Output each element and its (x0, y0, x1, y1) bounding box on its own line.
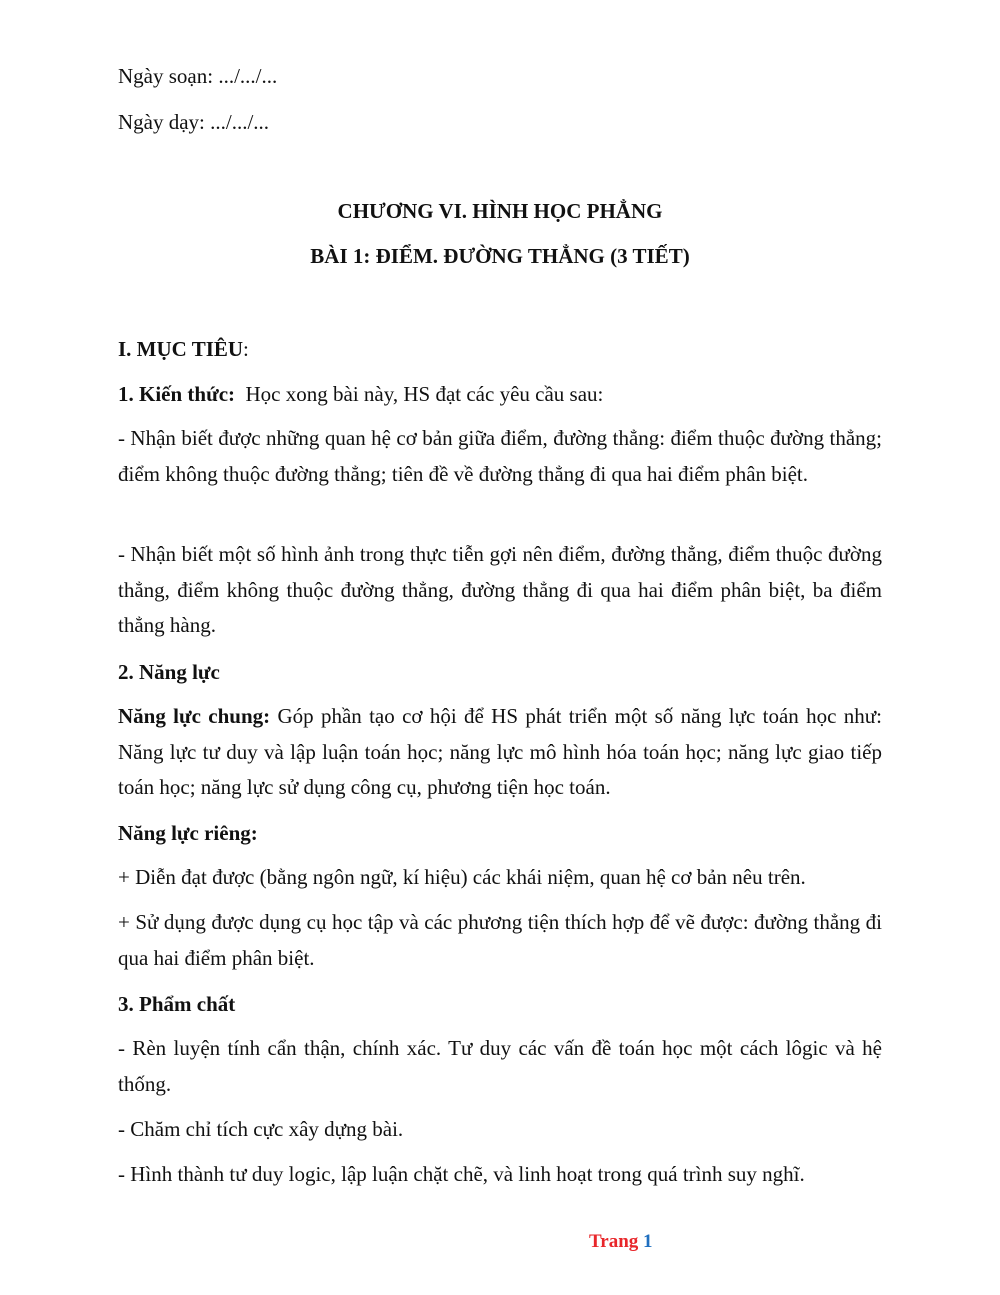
page-footer (589, 1228, 653, 1256)
page-label: Trang (589, 1231, 639, 1252)
competence-heading-text: 2. Năng lực (118, 660, 220, 684)
knowledge-line (118, 376, 603, 412)
lesson-title: BÀI 1: ĐIỂM. ĐƯỜNG THẲNG (3 TIẾT) (310, 244, 690, 268)
general-competence (118, 699, 882, 806)
qualities-item-2: - Chăm chỉ tích cực xây dựng bài. (118, 1117, 404, 1141)
specific-competence-item-2: + Sử dụng được dụng cụ học tập và các phương tiện thích hợp để vẽ được: đường thẳng đi qua hai điểm phân biệt. (118, 910, 882, 970)
knowledge-intro: Học xong bài này, HS đạt các yêu cầu sau: (235, 382, 604, 406)
qualities-item-1: - Rèn luyện tính cẩn thận, chính xác. Tư duy các vấn đề toán học một cách lôgic và hệ thống. (118, 1036, 882, 1096)
chapter-title: CHƯƠNG VI. HÌNH HỌC PHẲNG (337, 199, 663, 223)
date-taught: Ngày dạy: .../.../... (118, 110, 270, 134)
knowledge-label: 1. Kiến thức: (118, 382, 236, 406)
competence-heading (118, 654, 220, 690)
knowledge-item-1: - Nhận biết được những quan hệ cơ bản giữa điểm, đường thẳng: điểm thuộc đường thẳng; điểm không thuộc đường thẳng; tiên đề về đường thẳng đi qua hai điểm phân biệt. (118, 426, 882, 486)
objectives-heading-text: I. MỤC TIÊU (118, 337, 244, 361)
general-competence-text: Góp phần tạo cơ hội để HS phát triển một số năng lực toán học như: Năng lực tư duy và lập luận toán học; năng lực mô hình hóa toán học; năng lực giao tiếp toán học; năng lực sử dụng công cụ, phương tiện học toán. (118, 704, 882, 799)
objectives-heading-colon: : (243, 337, 249, 361)
qualities-heading-text: 3. Phẩm chất (118, 992, 236, 1016)
specific-competence-label: Năng lực riêng: (118, 821, 258, 845)
knowledge-item-2: - Nhận biết một số hình ảnh trong thực tiễn gợi nên điểm, đường thẳng, điểm thuộc đường thẳng, điểm không thuộc đường thẳng, đường thẳng đi qua hai điểm phân biệt, ba điểm thẳng hàng. (118, 542, 882, 637)
objectives-heading (118, 331, 249, 367)
date-prepared: Ngày soạn: .../.../... (118, 64, 278, 88)
qualities-item-3: - Hình thành tư duy logic, lập luận chặt chẽ, và linh hoạt trong quá trình suy nghĩ. (118, 1162, 805, 1186)
general-competence-label: Năng lực chung: (118, 704, 271, 728)
qualities-heading (118, 986, 235, 1022)
page-number: 1 (643, 1231, 653, 1252)
specific-competence-heading (118, 815, 258, 851)
specific-competence-item-1: + Diễn đạt được (bằng ngôn ngữ, kí hiệu) các khái niệm, quan hệ cơ bản nêu trên. (118, 865, 806, 889)
